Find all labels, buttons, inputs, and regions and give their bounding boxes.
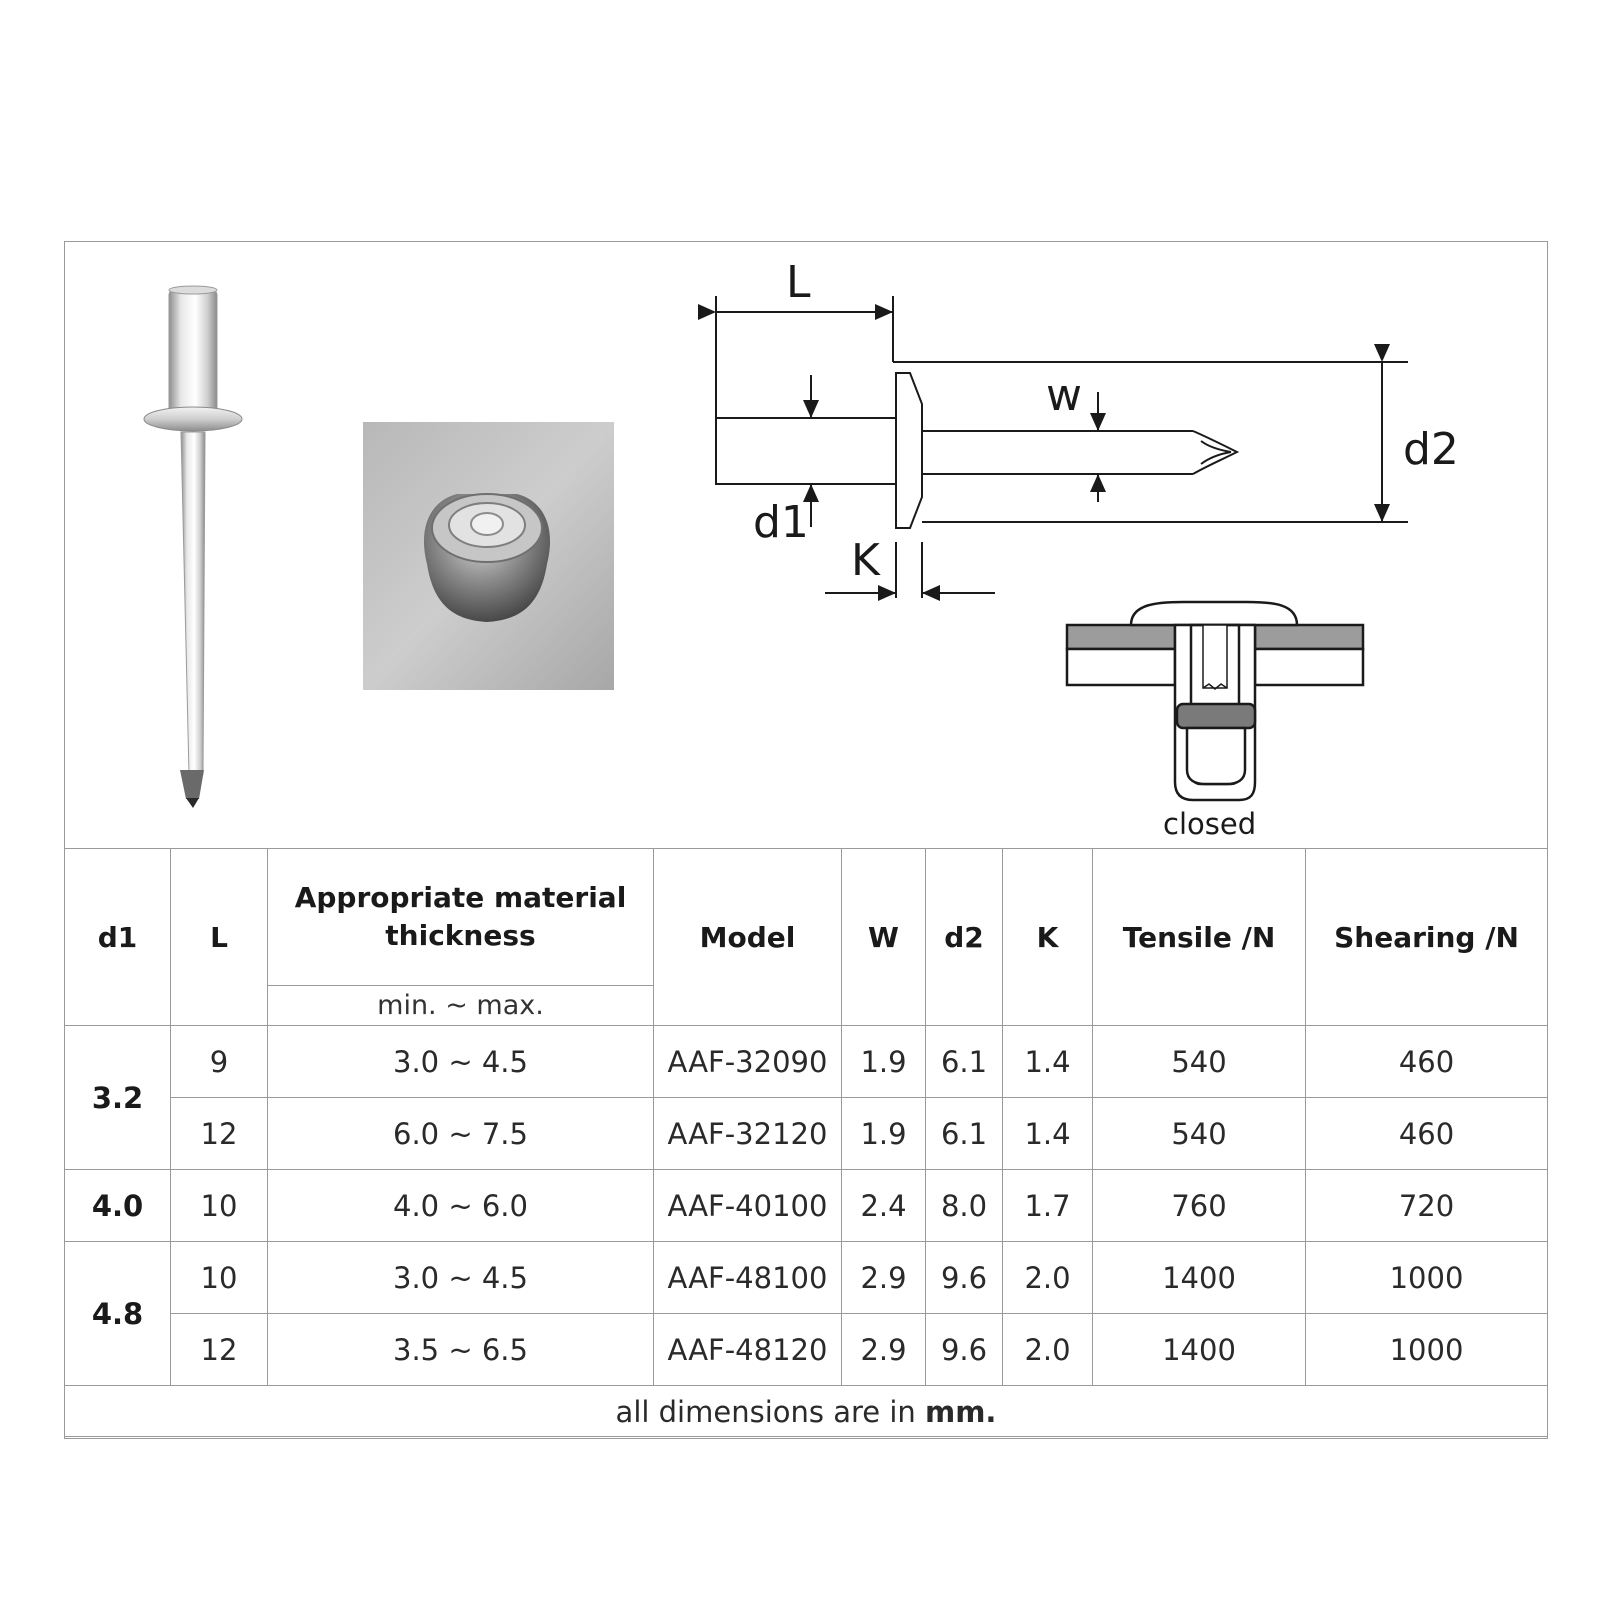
header-shearing: Shearing /N bbox=[1306, 849, 1548, 1026]
header-tensile: Tensile /N bbox=[1093, 849, 1306, 1026]
units-note-unit: mm. bbox=[924, 1395, 997, 1429]
cell-d2: 9.6 bbox=[926, 1314, 1003, 1386]
cell-tensile: 540 bbox=[1093, 1098, 1306, 1170]
cell-l: 12 bbox=[171, 1314, 268, 1386]
cell-shearing: 460 bbox=[1306, 1026, 1548, 1098]
d1-group-cell: 3.2 bbox=[65, 1026, 171, 1170]
cell-w: 2.4 bbox=[842, 1170, 926, 1242]
cell-thickness: 4.0 ~ 6.0 bbox=[268, 1170, 654, 1242]
units-note bbox=[65, 1386, 1548, 1439]
cell-d2: 8.0 bbox=[926, 1170, 1003, 1242]
header-l: L bbox=[171, 849, 268, 1026]
cell-w: 1.9 bbox=[842, 1098, 926, 1170]
label-l: L bbox=[786, 257, 811, 308]
spec-table bbox=[64, 848, 1548, 1439]
cell-w: 2.9 bbox=[842, 1242, 926, 1314]
label-d1: d1 bbox=[753, 497, 809, 548]
cell-shearing: 1000 bbox=[1306, 1314, 1548, 1386]
header-d1: d1 bbox=[65, 849, 171, 1026]
cell-tensile: 1400 bbox=[1093, 1242, 1306, 1314]
cell-k: 2.0 bbox=[1003, 1314, 1093, 1386]
label-d2: d2 bbox=[1403, 424, 1459, 475]
cell-thickness: 3.0 ~ 4.5 bbox=[268, 1026, 654, 1098]
cell-shearing: 1000 bbox=[1306, 1242, 1548, 1314]
cell-l: 10 bbox=[171, 1170, 268, 1242]
header-thickness-sub: min. ~ max. bbox=[268, 986, 654, 1026]
cell-tensile: 1400 bbox=[1093, 1314, 1306, 1386]
footer-row bbox=[65, 1386, 1548, 1439]
cell-model: AAF-32090 bbox=[654, 1026, 842, 1098]
d1-group-cell: 4.0 bbox=[65, 1170, 171, 1242]
cell-model: AAF-48100 bbox=[654, 1242, 842, 1314]
cell-tensile: 540 bbox=[1093, 1026, 1306, 1098]
header-d2: d2 bbox=[926, 849, 1003, 1026]
cell-thickness: 6.0 ~ 7.5 bbox=[268, 1098, 654, 1170]
cell-l: 12 bbox=[171, 1098, 268, 1170]
cell-w: 2.9 bbox=[842, 1314, 926, 1386]
d1-group-cell: 4.8 bbox=[65, 1242, 171, 1386]
table-row bbox=[65, 1314, 1548, 1386]
cell-thickness: 3.5 ~ 6.5 bbox=[268, 1314, 654, 1386]
header-model: Model bbox=[654, 849, 842, 1026]
cell-tensile: 760 bbox=[1093, 1170, 1306, 1242]
header-w: W bbox=[842, 849, 926, 1026]
label-closed: closed bbox=[1163, 807, 1257, 841]
table-row bbox=[65, 1170, 1548, 1242]
units-note-prefix: all dimensions are in bbox=[615, 1395, 925, 1429]
cell-k: 1.7 bbox=[1003, 1170, 1093, 1242]
rivet-technical-drawing bbox=[716, 296, 1408, 598]
spec-sheet bbox=[64, 241, 1548, 1437]
header-k: K bbox=[1003, 849, 1093, 1026]
cell-model: AAF-40100 bbox=[654, 1170, 842, 1242]
cell-shearing: 460 bbox=[1306, 1098, 1548, 1170]
cell-model: AAF-48120 bbox=[654, 1314, 842, 1386]
cell-model: AAF-32120 bbox=[654, 1098, 842, 1170]
rivet-head-photo bbox=[363, 422, 614, 690]
cell-d2: 9.6 bbox=[926, 1242, 1003, 1314]
cell-l: 9 bbox=[171, 1026, 268, 1098]
label-w: w bbox=[1046, 370, 1082, 421]
label-k: K bbox=[851, 535, 880, 586]
table-row bbox=[65, 1098, 1548, 1170]
table-row bbox=[65, 1026, 1548, 1098]
cell-l: 10 bbox=[171, 1242, 268, 1314]
cell-shearing: 720 bbox=[1306, 1170, 1548, 1242]
cell-thickness: 3.0 ~ 4.5 bbox=[268, 1242, 654, 1314]
cell-k: 1.4 bbox=[1003, 1098, 1093, 1170]
cell-d2: 6.1 bbox=[926, 1026, 1003, 1098]
closed-rivet-section bbox=[1067, 602, 1363, 800]
table-row bbox=[65, 1242, 1548, 1314]
header-thickness-line1: Appropriate material bbox=[294, 881, 627, 914]
cell-d2: 6.1 bbox=[926, 1098, 1003, 1170]
cell-k: 2.0 bbox=[1003, 1242, 1093, 1314]
cell-k: 1.4 bbox=[1003, 1026, 1093, 1098]
figures-svg bbox=[65, 242, 1546, 849]
header-thickness bbox=[268, 849, 654, 986]
cell-w: 1.9 bbox=[842, 1026, 926, 1098]
header-thickness-line2: thickness bbox=[385, 919, 536, 952]
rivet-photo bbox=[144, 286, 242, 808]
figure-area bbox=[65, 242, 1546, 849]
